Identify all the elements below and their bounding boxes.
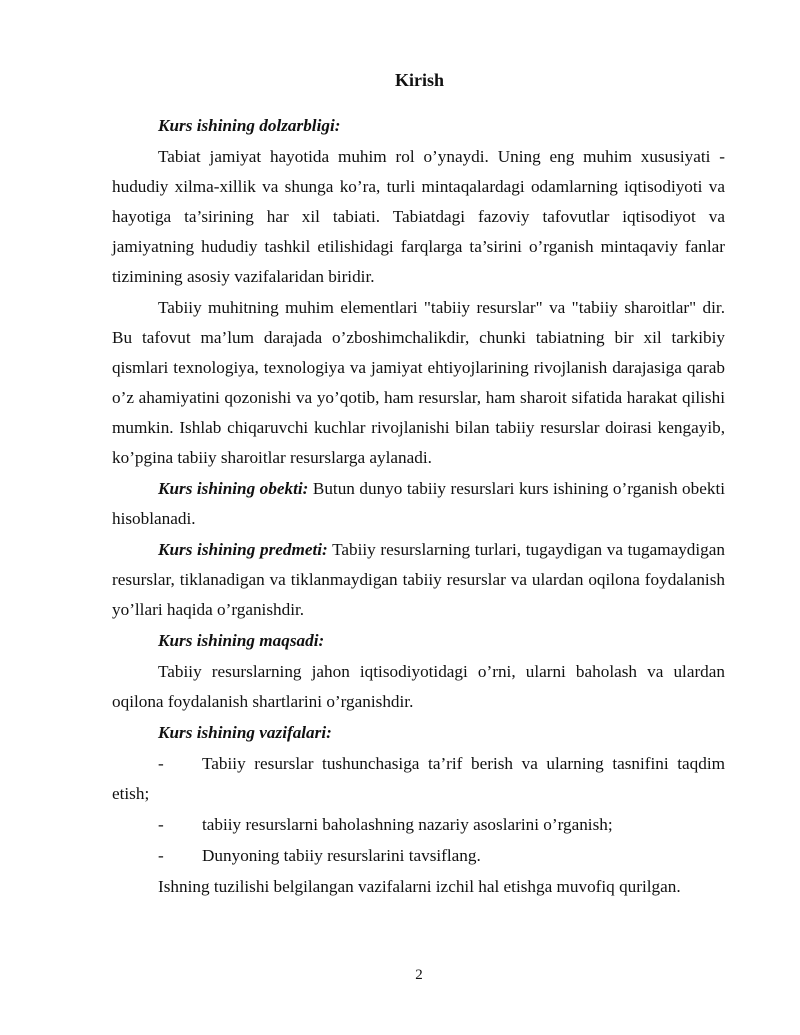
task-item-text: Tabiiy resurslar tushunchasiga ta’rif berish va ularning tasnifini taqdim etish; (112, 754, 725, 803)
task-item-text: Dunyoning tabiiy resurslarini tavsiflang. (202, 846, 481, 865)
relevance-heading: Kurs ishining dolzarbligi: (158, 116, 341, 135)
task-item-3 (112, 841, 725, 871)
page-title: Kirish (394, 70, 444, 90)
structure-paragraph: Ishning tuzilishi belgilangan vazifalarni izchil hal etishga muvofiq qurilgan. (158, 877, 681, 896)
object-paragraph (112, 474, 725, 534)
goal-paragraph: Tabiiy resurslarning jahon iqtisodiyotidagi o’rni, ularni baholash va ulardan oqilona foydalanish shartlarini o’rganishdir. (112, 662, 725, 711)
task-item-2 (112, 810, 725, 840)
goal-heading: Kurs ishining maqsadi: (158, 631, 325, 650)
list-marker: - (158, 846, 164, 865)
subject-paragraph (112, 535, 725, 625)
list-marker: - (158, 754, 164, 773)
subject-text: Tabiiy resurslarning turlari, tugaydigan va tugamaydigan resurslar, tiklanadigan va tiklanmaydigan tabiiy resurslar va ulardan oqilona foydalanish yo’llari haqida o’rganishdir. (112, 540, 725, 619)
relevance-paragraph-1: Tabiat jamiyat hayotida muhim rol o’ynaydi. Uning eng muhim xususiyati - hududiy xilma-xillik va shunga ko’ra, turli mintaqalardagi odamlarning iqtisodiyoti va hayotiga ta’sirining har xil tabiati. Tabiatdagi fazoviy tafovutlar iqtisodiyot va jamiyatning hududiy tashkil etilishidagi farqlarga ta’sirini o’rganish mintaqaviy fanlar tizimining asosiy vazifalaridan biridir. (112, 147, 725, 286)
subject-lead: Kurs ishining predmeti: (158, 540, 328, 559)
object-text: Butun dunyo tabiiy resurslari kurs ishining o’rganish obekti hisoblanadi. (112, 479, 725, 528)
page-number: 2 (415, 967, 423, 983)
relevance-paragraph-2: Tabiiy muhitning muhim elementlari "tabiiy resurslar" va "tabiiy sharoitlar" dir. Bu tafovut ma’lum darajada o’zboshimchalikdir, chunki tabiatning bir xil tarkibiy qismlari texnologiya, texnologiya va jamiyat ehtiyojlarining rivojlanish darajasiga qarab o’z ahamiyatini qozonishi va yo’qotib, ham resurslar, ham sharoit sifatida harakat qilishi mumkin. Ishlab chiqaruvchi kuchlar rivojlanishi bilan tabiiy resurslar doirasi kengayib, ko’pgina tabiiy sharoitlar resurslarga aylanadi. (112, 298, 725, 467)
task-item-1 (112, 749, 725, 809)
list-marker: - (158, 815, 164, 834)
tasks-heading: Kurs ishining vazifalari: (158, 723, 332, 742)
object-lead: Kurs ishining obekti: (158, 479, 309, 498)
task-item-text: tabiiy resurslarni baholashning nazariy asoslarini o’rganish; (202, 815, 613, 834)
